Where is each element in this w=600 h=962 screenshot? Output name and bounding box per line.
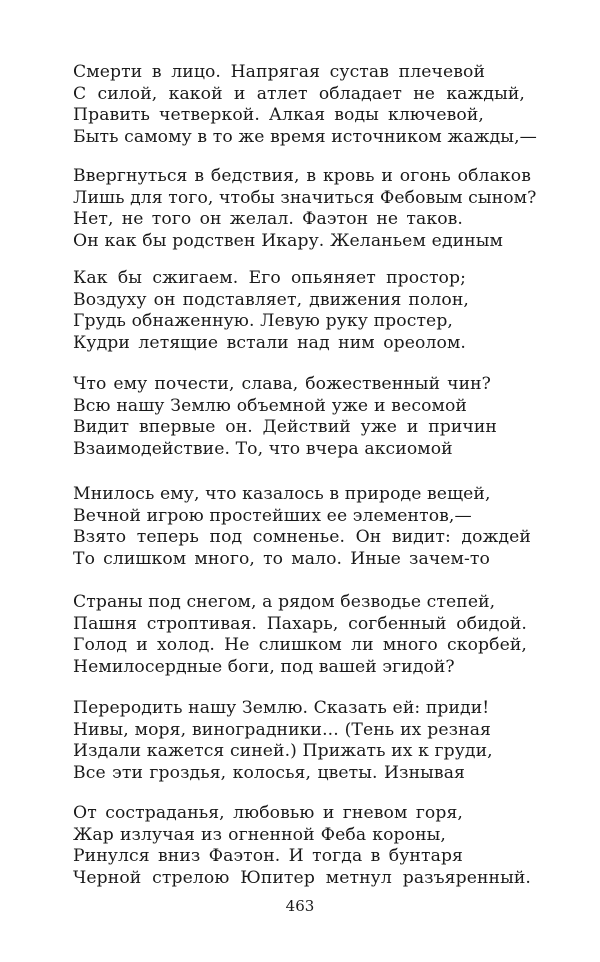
stanza-4 <box>73 374 531 460</box>
poem-line: Воздуху он подставляет, движения полон, <box>73 289 469 310</box>
poem-line: Как бы сжигаем. Его опьяняет простор; <box>73 268 466 288</box>
poem-line: Всю нашу Землю объемной уже и весомой <box>73 395 467 416</box>
poem-line: Быть самому в то же время источником жажды,— <box>73 126 537 147</box>
stanza-2 <box>73 166 537 252</box>
poem-line: Взято теперь под сомненье. Он видит: дождей <box>73 527 531 547</box>
poem-line: Все эти гроздья, колосья, цветы. Изнывая <box>73 762 465 783</box>
stanza-7 <box>73 698 531 784</box>
stanza-3 <box>73 268 531 354</box>
poem-line: Переродить нашу Землю. Сказать ей: приди! <box>73 698 490 718</box>
poem-line: Что ему почести, слава, божественный чин? <box>73 374 491 394</box>
poem-line: Кудри летящие встали над ним ореолом. <box>73 332 466 353</box>
poem-line: Издали кажется синей.) Прижать их к груди, <box>73 741 493 761</box>
poem-line: Взаимодействие. То, что вчера аксиомой <box>73 438 453 459</box>
poem-line: Ринулся вниз Фаэтон. И тогда в бунтаря <box>73 846 463 866</box>
poem-line: Смерти в лицо. Напрягая сустав плечевой <box>73 62 485 82</box>
poem-line: Нивы, моря, виноградники... (Тень их резная <box>73 719 491 740</box>
poem-line: Страны под снегом, а рядом безводье степей, <box>73 592 496 612</box>
poem-line: Ввергнуться в бедствия, в кровь и огонь облаков <box>73 166 531 186</box>
poem-line: Править четверкой. Алкая воды ключевой, <box>73 105 484 125</box>
poem-line: Он как бы родствен Икару. Желаньем единым <box>73 230 503 251</box>
poem-line: Голод и холод. Не слишком ли много скорбей, <box>73 635 527 655</box>
poem-line: То слишком много, то мало. Иные зачем-то <box>73 548 490 569</box>
poem-line: Жар излучая из огненной Феба короны, <box>73 824 446 845</box>
stanza-1 <box>73 62 537 148</box>
poem-line: С силой, какой и атлет обладает не каждый, <box>73 83 525 104</box>
poem-line: Вечной игрою простейших ее элементов,— <box>73 505 472 526</box>
stanza-6 <box>73 592 531 678</box>
poem-line: Немилосердные боги, под вашей эгидой? <box>73 656 455 677</box>
poem-line: Грудь обнаженную. Левую руку простер, <box>73 311 453 331</box>
page-number: 463 <box>285 897 315 915</box>
poem-line: От состраданья, любовью и гневом горя, <box>73 803 463 823</box>
stanza-5 <box>73 484 531 570</box>
poem-line: Нет, не того он желал. Фаэтон не таков. <box>73 209 463 229</box>
stanza-8 <box>73 803 531 889</box>
poem-line: Черной стрелою Юпитер метнул разъяренный. <box>73 867 531 888</box>
poem-line: Лишь для того, чтобы значиться Фебовым сыном? <box>73 187 537 208</box>
poem-line: Видит впервые он. Действий уже и причин <box>73 417 497 437</box>
poem-line: Пашня строптивая. Пахарь, согбенный обидой. <box>73 613 527 634</box>
poem-line: Мнилось ему, что казалось в природе вещей, <box>73 484 491 504</box>
